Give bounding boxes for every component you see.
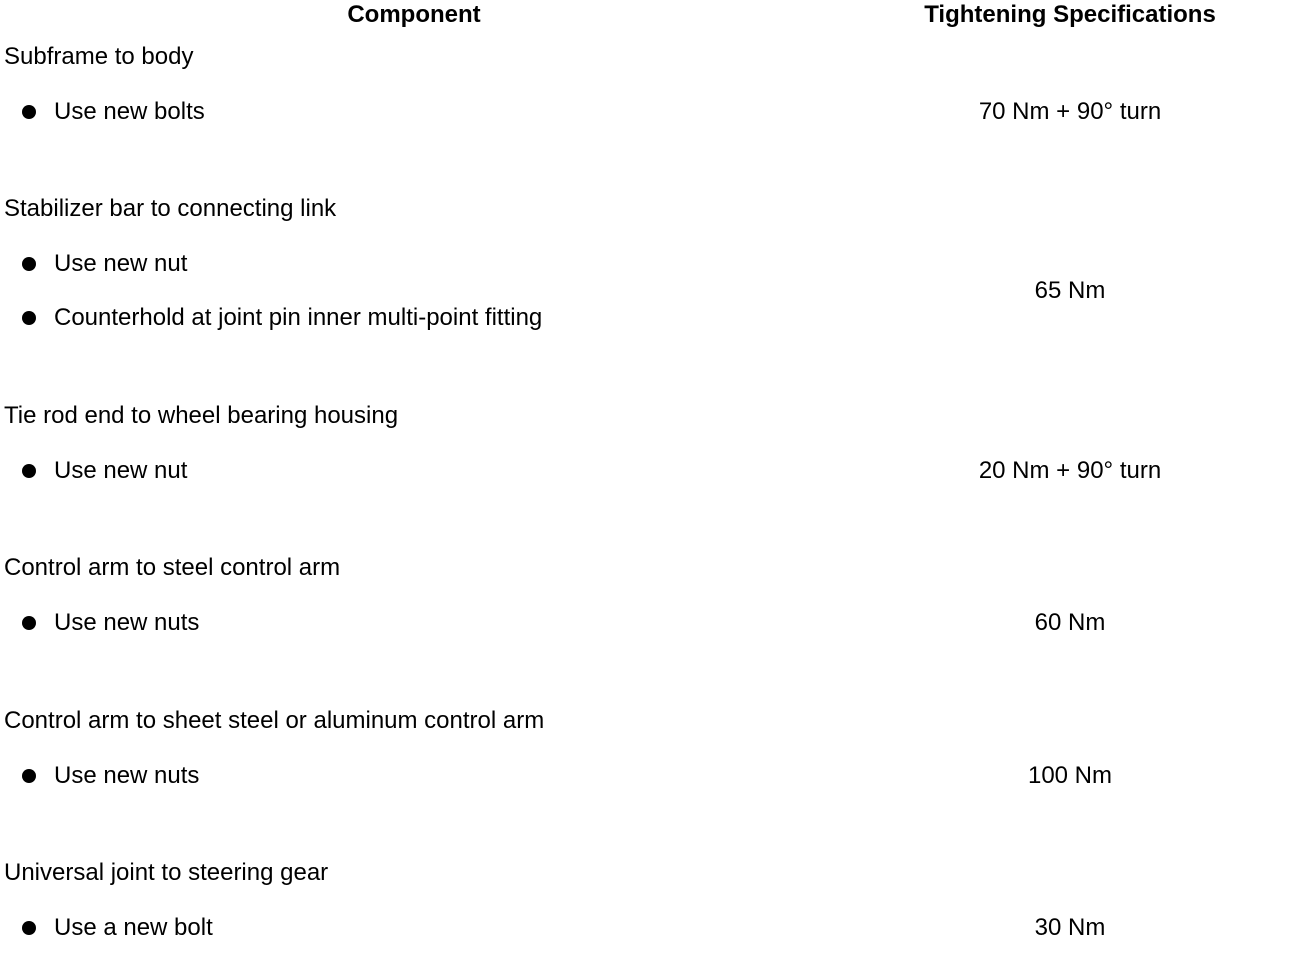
note-text: Use new nuts	[54, 762, 200, 789]
note-text: Use new nut	[54, 250, 188, 277]
component-title: Tie rod end to wheel bearing housing	[4, 402, 399, 429]
component-title: Universal joint to steering gear	[4, 859, 329, 886]
spec-value: 60 Nm	[1034, 609, 1106, 636]
spec-value: 70 Nm + 90° turn	[978, 98, 1162, 125]
spec-value: 100 Nm	[1027, 762, 1113, 789]
note-text: Use a new bolt	[54, 914, 213, 941]
component-title: Control arm to steel control arm	[4, 554, 341, 581]
bullet-icon	[22, 616, 36, 630]
note-text: Use new nuts	[54, 609, 200, 636]
table-header	[0, 0, 1312, 30]
bullet-icon	[22, 769, 36, 783]
component-title: Stabilizer bar to connecting link	[4, 195, 337, 222]
note-text: Counterhold at joint pin inner multi-point fitting	[54, 304, 543, 331]
bullet-icon	[22, 921, 36, 935]
bullet-icon	[22, 311, 36, 325]
note-text: Use new bolts	[54, 98, 205, 125]
column-header-component: Component	[347, 1, 481, 28]
spec-value: 65 Nm	[1034, 277, 1106, 304]
column-header-spec: Tightening Specifications	[924, 1, 1216, 28]
note-text: Use new nut	[54, 457, 188, 484]
bullet-icon	[22, 257, 36, 271]
spec-value: 20 Nm + 90° turn	[978, 457, 1162, 484]
bullet-icon	[22, 105, 36, 119]
bullet-icon	[22, 464, 36, 478]
component-title: Subframe to body	[4, 43, 194, 70]
spec-value: 30 Nm	[1034, 914, 1106, 941]
component-title: Control arm to sheet steel or aluminum control arm	[4, 707, 545, 734]
